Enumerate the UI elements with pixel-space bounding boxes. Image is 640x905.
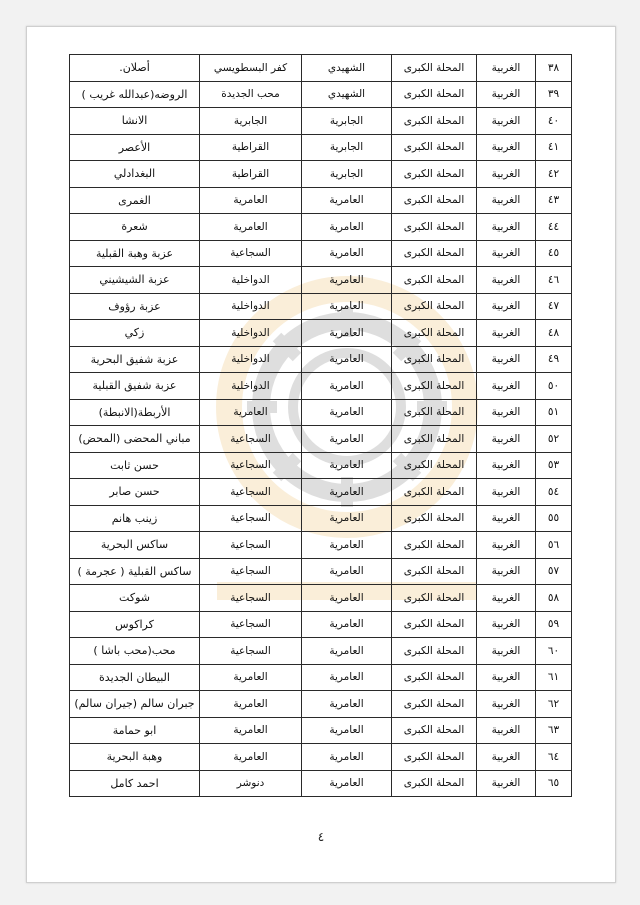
governorate-cell: الغربية xyxy=(477,611,536,638)
subvillage-cell: ابو حمامة xyxy=(70,717,200,744)
governorate-cell: الغربية xyxy=(477,81,536,108)
table-row xyxy=(70,214,572,241)
subvillage-cell: أصلان. xyxy=(70,55,200,82)
subvillage-cell: ساكس القبلية ( عجرمة ) xyxy=(70,558,200,585)
center-cell: المحلة الكبرى xyxy=(392,134,477,161)
row-number-cell: ٤٦ xyxy=(536,267,572,294)
center-cell: المحلة الكبرى xyxy=(392,611,477,638)
row-number-cell: ٥١ xyxy=(536,399,572,426)
row-number-cell: ٥٨ xyxy=(536,585,572,612)
governorate-cell: الغربية xyxy=(477,717,536,744)
local-unit-cell: الجابرية xyxy=(302,108,392,135)
subvillage-cell: البغدادلي xyxy=(70,161,200,188)
village-cell: الدواخلية xyxy=(200,267,302,294)
village-cell: السجاعية xyxy=(200,638,302,665)
table-row xyxy=(70,187,572,214)
village-cell: الدواخلية xyxy=(200,373,302,400)
local-unit-cell: العامرية xyxy=(302,664,392,691)
village-cell: القراطية xyxy=(200,134,302,161)
village-cell: العامرية xyxy=(200,187,302,214)
table-row xyxy=(70,664,572,691)
page-number: ٤ xyxy=(317,830,325,844)
subvillage-cell: وهبة البحرية xyxy=(70,744,200,771)
center-cell: المحلة الكبرى xyxy=(392,770,477,797)
row-number-cell: ٤٣ xyxy=(536,187,572,214)
center-cell: المحلة الكبرى xyxy=(392,267,477,294)
center-cell: المحلة الكبرى xyxy=(392,426,477,453)
governorate-cell: الغربية xyxy=(477,770,536,797)
subvillage-cell: احمد كامل xyxy=(70,770,200,797)
row-number-cell: ٥٤ xyxy=(536,479,572,506)
governorate-cell: الغربية xyxy=(477,108,536,135)
governorate-cell: الغربية xyxy=(477,293,536,320)
row-number-cell: ٤٢ xyxy=(536,161,572,188)
center-cell: المحلة الكبرى xyxy=(392,452,477,479)
village-cell: الدواخلية xyxy=(200,293,302,320)
local-unit-cell: العامرية xyxy=(302,426,392,453)
table-row xyxy=(70,320,572,347)
local-unit-cell: الجابرية xyxy=(302,134,392,161)
local-unit-cell: العامرية xyxy=(302,611,392,638)
local-unit-cell: الشهيدي xyxy=(302,55,392,82)
row-number-cell: ٥٩ xyxy=(536,611,572,638)
local-unit-cell: العامرية xyxy=(302,452,392,479)
village-cell: السجاعية xyxy=(200,240,302,267)
subvillage-cell: ساكس البحرية xyxy=(70,532,200,559)
table-row xyxy=(70,479,572,506)
governorate-cell: الغربية xyxy=(477,214,536,241)
governorate-cell: الغربية xyxy=(477,664,536,691)
center-cell: المحلة الكبرى xyxy=(392,744,477,771)
village-cell: السجاعية xyxy=(200,505,302,532)
document-page xyxy=(26,26,616,883)
village-cell: السجاعية xyxy=(200,558,302,585)
governorate-cell: الغربية xyxy=(477,399,536,426)
governorate-cell: الغربية xyxy=(477,240,536,267)
governorate-cell: الغربية xyxy=(477,346,536,373)
row-number-cell: ٤٤ xyxy=(536,214,572,241)
table-row xyxy=(70,691,572,718)
row-number-cell: ٤٨ xyxy=(536,320,572,347)
center-cell: المحلة الكبرى xyxy=(392,479,477,506)
village-cell: العامرية xyxy=(200,691,302,718)
table-row xyxy=(70,346,572,373)
village-cell: السجاعية xyxy=(200,452,302,479)
local-unit-cell: العامرية xyxy=(302,320,392,347)
row-number-cell: ٦٣ xyxy=(536,717,572,744)
table-row xyxy=(70,267,572,294)
center-cell: المحلة الكبرى xyxy=(392,691,477,718)
table-row xyxy=(70,638,572,665)
table-row xyxy=(70,81,572,108)
table-row xyxy=(70,532,572,559)
center-cell: المحلة الكبرى xyxy=(392,399,477,426)
village-cell: محب الجديدة xyxy=(200,81,302,108)
local-unit-cell: الجابرية xyxy=(302,161,392,188)
subvillage-cell: شعرة xyxy=(70,214,200,241)
governorate-cell: الغربية xyxy=(477,320,536,347)
row-number-cell: ٤١ xyxy=(536,134,572,161)
subvillage-cell: الأعصر xyxy=(70,134,200,161)
subvillage-cell: عزبة رؤوف xyxy=(70,293,200,320)
row-number-cell: ٤٠ xyxy=(536,108,572,135)
local-unit-cell: العامرية xyxy=(302,691,392,718)
subvillage-cell: مباني المحضى (المحض) xyxy=(70,426,200,453)
village-cell: الدواخلية xyxy=(200,320,302,347)
row-number-cell: ٣٨ xyxy=(536,55,572,82)
center-cell: المحلة الكبرى xyxy=(392,81,477,108)
table-row xyxy=(70,452,572,479)
local-unit-cell: العامرية xyxy=(302,505,392,532)
governorate-cell: الغربية xyxy=(477,187,536,214)
local-unit-cell: العامرية xyxy=(302,532,392,559)
row-number-cell: ٥٧ xyxy=(536,558,572,585)
subvillage-cell: كراكوس xyxy=(70,611,200,638)
governorate-cell: الغربية xyxy=(477,532,536,559)
center-cell: المحلة الكبرى xyxy=(392,161,477,188)
local-unit-cell: العامرية xyxy=(302,240,392,267)
village-cell: السجاعية xyxy=(200,585,302,612)
village-cell: السجاعية xyxy=(200,426,302,453)
table-row xyxy=(70,161,572,188)
center-cell: المحلة الكبرى xyxy=(392,373,477,400)
local-unit-cell: العامرية xyxy=(302,770,392,797)
row-number-cell: ٥٦ xyxy=(536,532,572,559)
local-unit-cell: العامرية xyxy=(302,585,392,612)
row-number-cell: ٤٧ xyxy=(536,293,572,320)
local-unit-cell: العامرية xyxy=(302,373,392,400)
local-unit-cell: العامرية xyxy=(302,346,392,373)
table-row xyxy=(70,717,572,744)
governorate-cell: الغربية xyxy=(477,426,536,453)
row-number-cell: ٤٥ xyxy=(536,240,572,267)
local-unit-cell: الشهيدي xyxy=(302,81,392,108)
subvillage-cell: محب(محب باشا ) xyxy=(70,638,200,665)
governorate-cell: الغربية xyxy=(477,691,536,718)
governorate-cell: الغربية xyxy=(477,373,536,400)
village-cell: العامرية xyxy=(200,744,302,771)
table-row xyxy=(70,770,572,797)
center-cell: المحلة الكبرى xyxy=(392,187,477,214)
local-unit-cell: العامرية xyxy=(302,638,392,665)
subvillage-cell: حسن ثابت xyxy=(70,452,200,479)
table-row xyxy=(70,611,572,638)
subvillage-cell: الانشا xyxy=(70,108,200,135)
governorate-cell: الغربية xyxy=(477,744,536,771)
local-unit-cell: العامرية xyxy=(302,479,392,506)
village-cell: السجاعية xyxy=(200,611,302,638)
subvillage-cell: عزبة الشيشيني xyxy=(70,267,200,294)
center-cell: المحلة الكبرى xyxy=(392,214,477,241)
subvillage-cell: الروضه(عبدالله غريب ) xyxy=(70,81,200,108)
village-cell: الجابرية xyxy=(200,108,302,135)
table-row xyxy=(70,585,572,612)
village-cell: كفر البسطويسي xyxy=(200,55,302,82)
subvillage-cell: جبران سالم (جيران سالم) xyxy=(70,691,200,718)
subvillage-cell: البيطان الجديدة xyxy=(70,664,200,691)
villages-table xyxy=(69,54,572,797)
table-row xyxy=(70,373,572,400)
table-row xyxy=(70,55,572,82)
table-row xyxy=(70,399,572,426)
center-cell: المحلة الكبرى xyxy=(392,346,477,373)
row-number-cell: ٥٠ xyxy=(536,373,572,400)
row-number-cell: ٦٠ xyxy=(536,638,572,665)
center-cell: المحلة الكبرى xyxy=(392,240,477,267)
center-cell: المحلة الكبرى xyxy=(392,320,477,347)
local-unit-cell: العامرية xyxy=(302,293,392,320)
village-cell: العامرية xyxy=(200,664,302,691)
village-cell: العامرية xyxy=(200,214,302,241)
table-row xyxy=(70,505,572,532)
local-unit-cell: العامرية xyxy=(302,399,392,426)
governorate-cell: الغربية xyxy=(477,505,536,532)
center-cell: المحلة الكبرى xyxy=(392,585,477,612)
local-unit-cell: العامرية xyxy=(302,744,392,771)
subvillage-cell: الغمرى xyxy=(70,187,200,214)
row-number-cell: ٦٢ xyxy=(536,691,572,718)
center-cell: المحلة الكبرى xyxy=(392,638,477,665)
village-cell: السجاعية xyxy=(200,532,302,559)
local-unit-cell: العامرية xyxy=(302,558,392,585)
governorate-cell: الغربية xyxy=(477,267,536,294)
row-number-cell: ٥٣ xyxy=(536,452,572,479)
table-row xyxy=(70,108,572,135)
village-cell: السجاعية xyxy=(200,479,302,506)
governorate-cell: الغربية xyxy=(477,558,536,585)
center-cell: المحلة الكبرى xyxy=(392,505,477,532)
governorate-cell: الغربية xyxy=(477,161,536,188)
subvillage-cell: حسن صابر xyxy=(70,479,200,506)
governorate-cell: الغربية xyxy=(477,585,536,612)
center-cell: المحلة الكبرى xyxy=(392,108,477,135)
subvillage-cell: عزبة شفيق القبلية xyxy=(70,373,200,400)
governorate-cell: الغربية xyxy=(477,55,536,82)
row-number-cell: ٥٥ xyxy=(536,505,572,532)
subvillage-cell: عزبة شفيق البحرية xyxy=(70,346,200,373)
governorate-cell: الغربية xyxy=(477,134,536,161)
row-number-cell: ٦١ xyxy=(536,664,572,691)
table-row xyxy=(70,240,572,267)
center-cell: المحلة الكبرى xyxy=(392,293,477,320)
governorate-cell: الغربية xyxy=(477,452,536,479)
village-cell: دنوشر xyxy=(200,770,302,797)
subvillage-cell: شوكت xyxy=(70,585,200,612)
table-row xyxy=(70,744,572,771)
village-cell: الدواخلية xyxy=(200,346,302,373)
center-cell: المحلة الكبرى xyxy=(392,532,477,559)
village-cell: العامرية xyxy=(200,717,302,744)
subvillage-cell: زكي xyxy=(70,320,200,347)
row-number-cell: ٦٤ xyxy=(536,744,572,771)
table-row xyxy=(70,558,572,585)
governorate-cell: الغربية xyxy=(477,638,536,665)
local-unit-cell: العامرية xyxy=(302,214,392,241)
local-unit-cell: العامرية xyxy=(302,187,392,214)
center-cell: المحلة الكبرى xyxy=(392,717,477,744)
subvillage-cell: الأربطة(الانبطة) xyxy=(70,399,200,426)
row-number-cell: ٣٩ xyxy=(536,81,572,108)
table-row xyxy=(70,134,572,161)
row-number-cell: ٥٢ xyxy=(536,426,572,453)
subvillage-cell: عزبة وهبة القبلية xyxy=(70,240,200,267)
center-cell: المحلة الكبرى xyxy=(392,55,477,82)
table-row xyxy=(70,426,572,453)
village-cell: القراطية xyxy=(200,161,302,188)
governorate-cell: الغربية xyxy=(477,479,536,506)
local-unit-cell: العامرية xyxy=(302,267,392,294)
row-number-cell: ٤٩ xyxy=(536,346,572,373)
center-cell: المحلة الكبرى xyxy=(392,558,477,585)
row-number-cell: ٦٥ xyxy=(536,770,572,797)
table-row xyxy=(70,293,572,320)
local-unit-cell: العامرية xyxy=(302,717,392,744)
subvillage-cell: زينب هانم xyxy=(70,505,200,532)
village-cell: العامرية xyxy=(200,399,302,426)
center-cell: المحلة الكبرى xyxy=(392,664,477,691)
